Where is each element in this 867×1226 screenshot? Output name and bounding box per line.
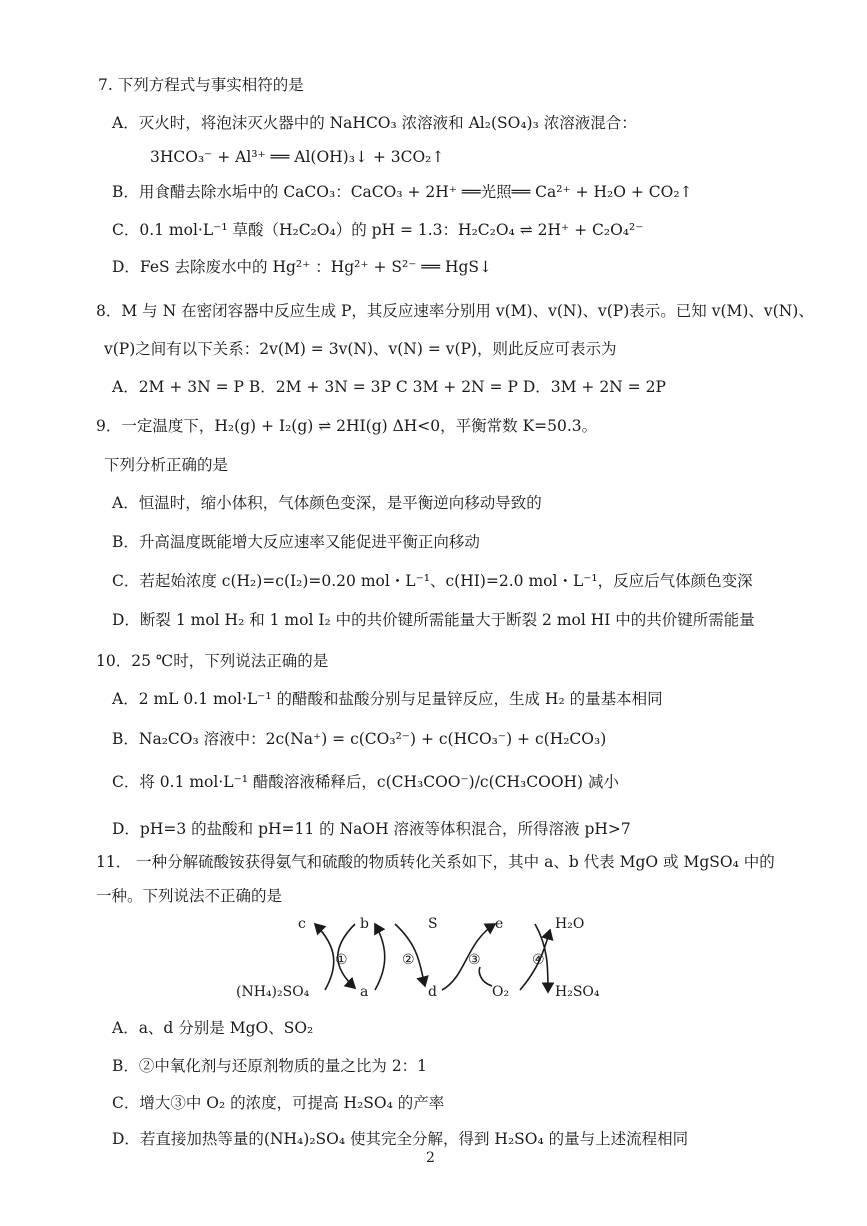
- label-d: d: [428, 984, 437, 1000]
- q8-options: A．2M + 3N = P B．2M + 3N = 3P C 3M + 2N = P D．3M + 2N = 2P: [112, 378, 666, 396]
- q9-stem-line1: 9．一定温度下，H₂(g) + I₂(g) ⇌ 2HI(g) ΔH<0，平衡常数 K=50.3。: [96, 417, 598, 435]
- q7-option-a-equation: 3HCO₃⁻ + Al³⁺ ══ Al(OH)₃↓ + 3CO₂↑: [150, 148, 445, 166]
- q8-stem-line2: v(P)之间有以下关系：2v(M) = 3v(N)、v(N) = v(P)，则此反应可表示为: [104, 340, 617, 358]
- conversion-diagram: [230, 912, 630, 1007]
- q10-option-d: D．pH=3 的盐酸和 pH=11 的 NaOH 溶液等体积混合，所得溶液 pH>7: [112, 820, 631, 838]
- q11-option-a: A．a、d 分别是 MgO、SO₂: [112, 1019, 314, 1037]
- step-1-marker: ①: [335, 952, 348, 968]
- q8-stem-line1: 8．M 与 N 在密闭容器中反应生成 P，其反应速率分别用 v(M)、v(N)、v(P)表示。已知 v(M)、v(N)、: [96, 302, 814, 320]
- q11-stem-line2: 一种。下列说法不正确的是: [96, 887, 283, 905]
- arrow-3-o2: [479, 967, 492, 986]
- label-a: a: [360, 984, 369, 1000]
- label-h2o: H₂O: [555, 916, 585, 932]
- q10-option-c: C．将 0.1 mol·L⁻¹ 醋酸溶液稀释后，c(CH₃COO⁻)/c(CH₃COOH) 减小: [112, 773, 620, 791]
- q11-option-c: C．增大③中 O₂ 的浓度，可提高 H₂SO₄ 的产率: [112, 1094, 445, 1112]
- label-c: c: [298, 916, 306, 932]
- q7-option-b: B．用食醋去除水垢中的 CaCO₃：CaCO₃ + 2H⁺ ══光照══ Ca²⁺ + H₂O + CO₂↑: [112, 183, 693, 201]
- q7-option-a: A．灭火时，将泡沫灭火器中的 NaHCO₃ 浓溶液和 Al₂(SO₄)₃ 浓溶液混合：: [112, 114, 637, 132]
- q11-option-d: D．若直接加热等量的(NH₄)₂SO₄ 使其完全分解，得到 H₂SO₄ 的量与上述流程相同: [112, 1130, 689, 1148]
- arrow-2-up: [375, 924, 385, 990]
- label-s: S: [428, 916, 438, 932]
- step-3-marker: ③: [468, 952, 481, 968]
- q11-stem-line1: 11． 一种分解硫酸铵获得氨气和硫酸的物质转化关系如下，其中 a、b 代表 MgO 或 MgSO₄ 中的: [96, 853, 775, 871]
- q9-option-c: C．若起始浓度 c(H₂)=c(I₂)=0.20 mol・L⁻¹、c(HI)=2.0 mol・L⁻¹，反应后气体颜色变深: [112, 572, 753, 590]
- q10-option-a: A．2 mL 0.1 mol·L⁻¹ 的醋酸和盐酸分别与足量锌反应，生成 H₂ 的量基本相同: [112, 690, 663, 708]
- arrow-1-up: [315, 924, 334, 990]
- q7-option-c: C．0.1 mol·L⁻¹ 草酸（H₂C₂O₄）的 pH = 1.3：H₂C₂O₄ ⇌ 2H⁺ + C₂O₄²⁻: [112, 221, 644, 239]
- label-ammonium-sulfate: (NH₄)₂SO₄: [236, 984, 310, 1000]
- q10-stem: 10．25 ℃时，下列说法正确的是: [96, 652, 329, 670]
- q9-stem-line2: 下列分析正确的是: [104, 456, 229, 474]
- q10-option-b: B．Na₂CO₃ 溶液中：2c(Na⁺) = c(CO₃²⁻) + c(HCO₃⁻) + c(H₂CO₃): [112, 730, 607, 748]
- step-4-marker: ④: [532, 952, 545, 968]
- q9-option-a: A．恒温时，缩小体积，气体颜色变深，是平衡逆向移动导致的: [112, 494, 542, 512]
- label-b: b: [360, 916, 369, 932]
- label-h2so4: H₂SO₄: [555, 984, 600, 1000]
- q9-option-b: B．升高温度既能增大反应速率又能促进平衡正向移动: [112, 533, 480, 551]
- label-e: e: [495, 916, 504, 932]
- page-number: 2: [426, 1150, 435, 1166]
- q9-option-d: D．断裂 1 mol H₂ 和 1 mol I₂ 中的共价键所需能量大于断裂 2 mol HI 中的共价键所需能量: [112, 611, 755, 629]
- label-o2: O₂: [492, 984, 510, 1000]
- q7-option-d: D．FeS 去除废水中的 Hg²⁺ ：Hg²⁺ + S²⁻ ══ HgS↓: [112, 258, 492, 276]
- step-2-marker: ②: [402, 952, 415, 968]
- q7-stem: 7. 下列方程式与事实相符的是: [98, 76, 304, 94]
- q11-option-b: B．②中氧化剂与还原剂物质的量之比为 2：1: [112, 1057, 428, 1075]
